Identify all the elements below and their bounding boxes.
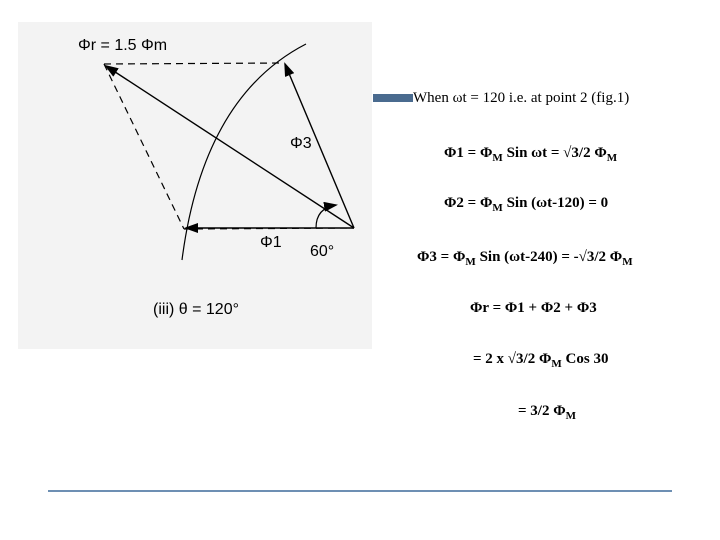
figure-caption: (iii) θ = 120° (153, 301, 239, 318)
equation-phi2: $\Phi 2 = \Phi_M$ Sin (ωt-120) = 0 (444, 195, 609, 214)
dashed-construction-line (104, 63, 284, 64)
label-phi3: Φ3 (290, 135, 312, 152)
equation-phi1: $\Phi 1 = \Phi_M$ Sin ωt = √3/2 $\Phi_M$ (444, 145, 618, 164)
angle-arc (316, 205, 336, 228)
phasor-phi-r (106, 66, 354, 228)
phasor-diagram (18, 22, 372, 349)
equation-phi-r-result: = 3/2 $\Phi_M$ (518, 403, 577, 422)
label-angle: 60° (310, 243, 335, 260)
label-phi1: Φ1 (260, 234, 282, 251)
accent-bar (373, 94, 413, 102)
dashed-construction-line (104, 64, 184, 229)
label-phi-r: Φr = 1.5 Φm (78, 37, 168, 54)
phasor-diagram-figure (18, 22, 372, 349)
equation-phi3: $\Phi 3 = \Phi_M$ Sin (ωt-240) = -√3/2 $\Phi_M$ (417, 249, 633, 268)
intro-text: When ωt = 120 i.e. at point 2 (fig.1) (413, 90, 630, 106)
equation-phi-r-sum: Φr = Φ1 + Φ2 + Φ3 (470, 300, 597, 316)
equation-phi-r-cos: = 2 x √3/2 $\Phi_M$ Cos 30 (473, 351, 609, 370)
bottom-rule (48, 490, 672, 492)
